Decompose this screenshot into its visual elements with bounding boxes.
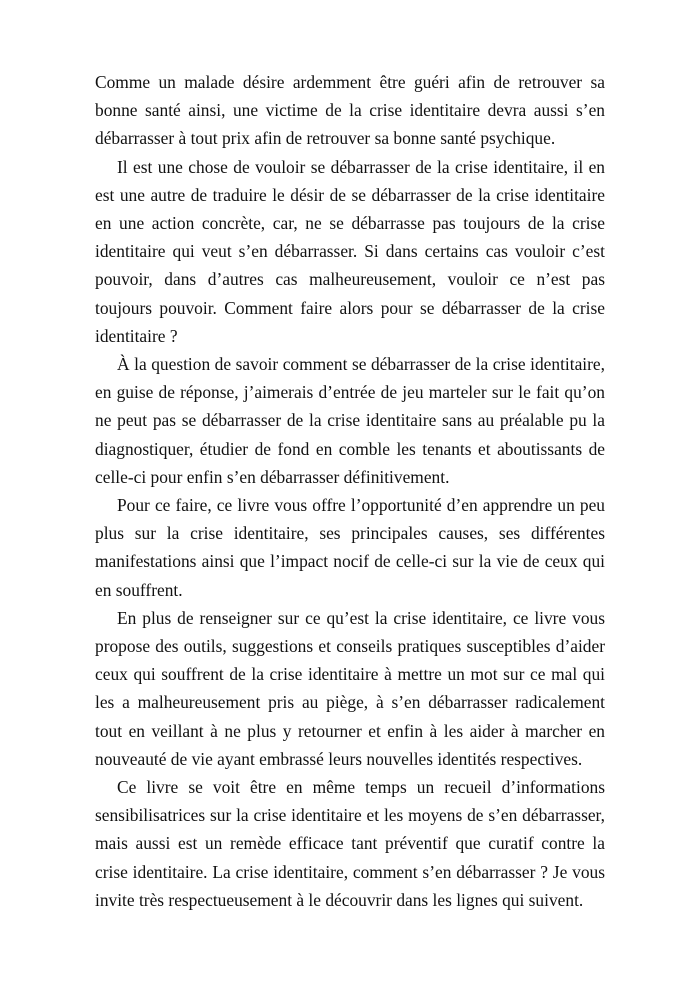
paragraph-4: Pour ce faire, ce livre vous offre l’opportunité d’en apprendre un peu plus sur la crise identitaire, ses principales causes, ses différentes manifestations ainsi que l’impact nocif de celle-ci sur la vie de ceux qui en souffrent. xyxy=(95,495,605,600)
paragraph-6: Ce livre se voit être en même temps un recueil d’informations sensibilisatrices sur la crise identitaire et les moyens de s’en débarrasser, mais aussi est un remède efficace tant préventif que curatif contre la crise identitaire. La crise identitaire, comment s’en débarrasser ? Je vous invite très respectueusement à le découvrir dans les lignes qui suivent. xyxy=(95,777,605,910)
paragraph-5: En plus de renseigner sur ce qu’est la crise identitaire, ce livre vous propose des outils, suggestions et conseils pratiques susceptibles d’aider ceux qui souffrent de la crise identitaire à mettre un mot sur ce mal qui les a malheureusement pris au piège, à s’en débarrasser radicalement tout en veillant à ne plus y retourner et enfin à les aider à marcher en nouveauté de vie ayant embrassé leurs nouvelles identités respectives. xyxy=(95,607,605,769)
paragraph-2: Il est une chose de vouloir se débarrasser de la crise identitaire, il en est une autre de traduire le désir de se débarrasser de la crise identitaire en une action concrète, car, ne se débarrasse pas toujours de la crise identitaire qui veut s’en débarrasser. Si dans certains cas vouloir c’est pouvoir, dans d’autres cas malheureusement, vouloir ce n’est pas toujours pouvoir. Comment faire alors pour se débarrasser de la crise identitaire ? xyxy=(95,156,605,346)
paragraph-3: À la question de savoir comment se débarrasser de la crise identitaire, en guise de réponse, j’aimerais d’entrée de jeu marteler sur le fait qu’on ne peut pas se débarrasser de la crise identitaire sans au préalable pu la diagnostiquer, étudier de fond en comble les tenants et aboutissants de celle-ci pour enfin s’en débarrasser définitivement. xyxy=(95,354,605,487)
document-body xyxy=(95,68,605,914)
paragraph-1: Comme un malade désire ardemment être guéri afin de retrouver sa bonne santé ainsi, une victime de la crise identitaire devra aussi s’en débarrasser à tout prix afin de retrouver sa bonne santé psychique. xyxy=(95,72,605,149)
